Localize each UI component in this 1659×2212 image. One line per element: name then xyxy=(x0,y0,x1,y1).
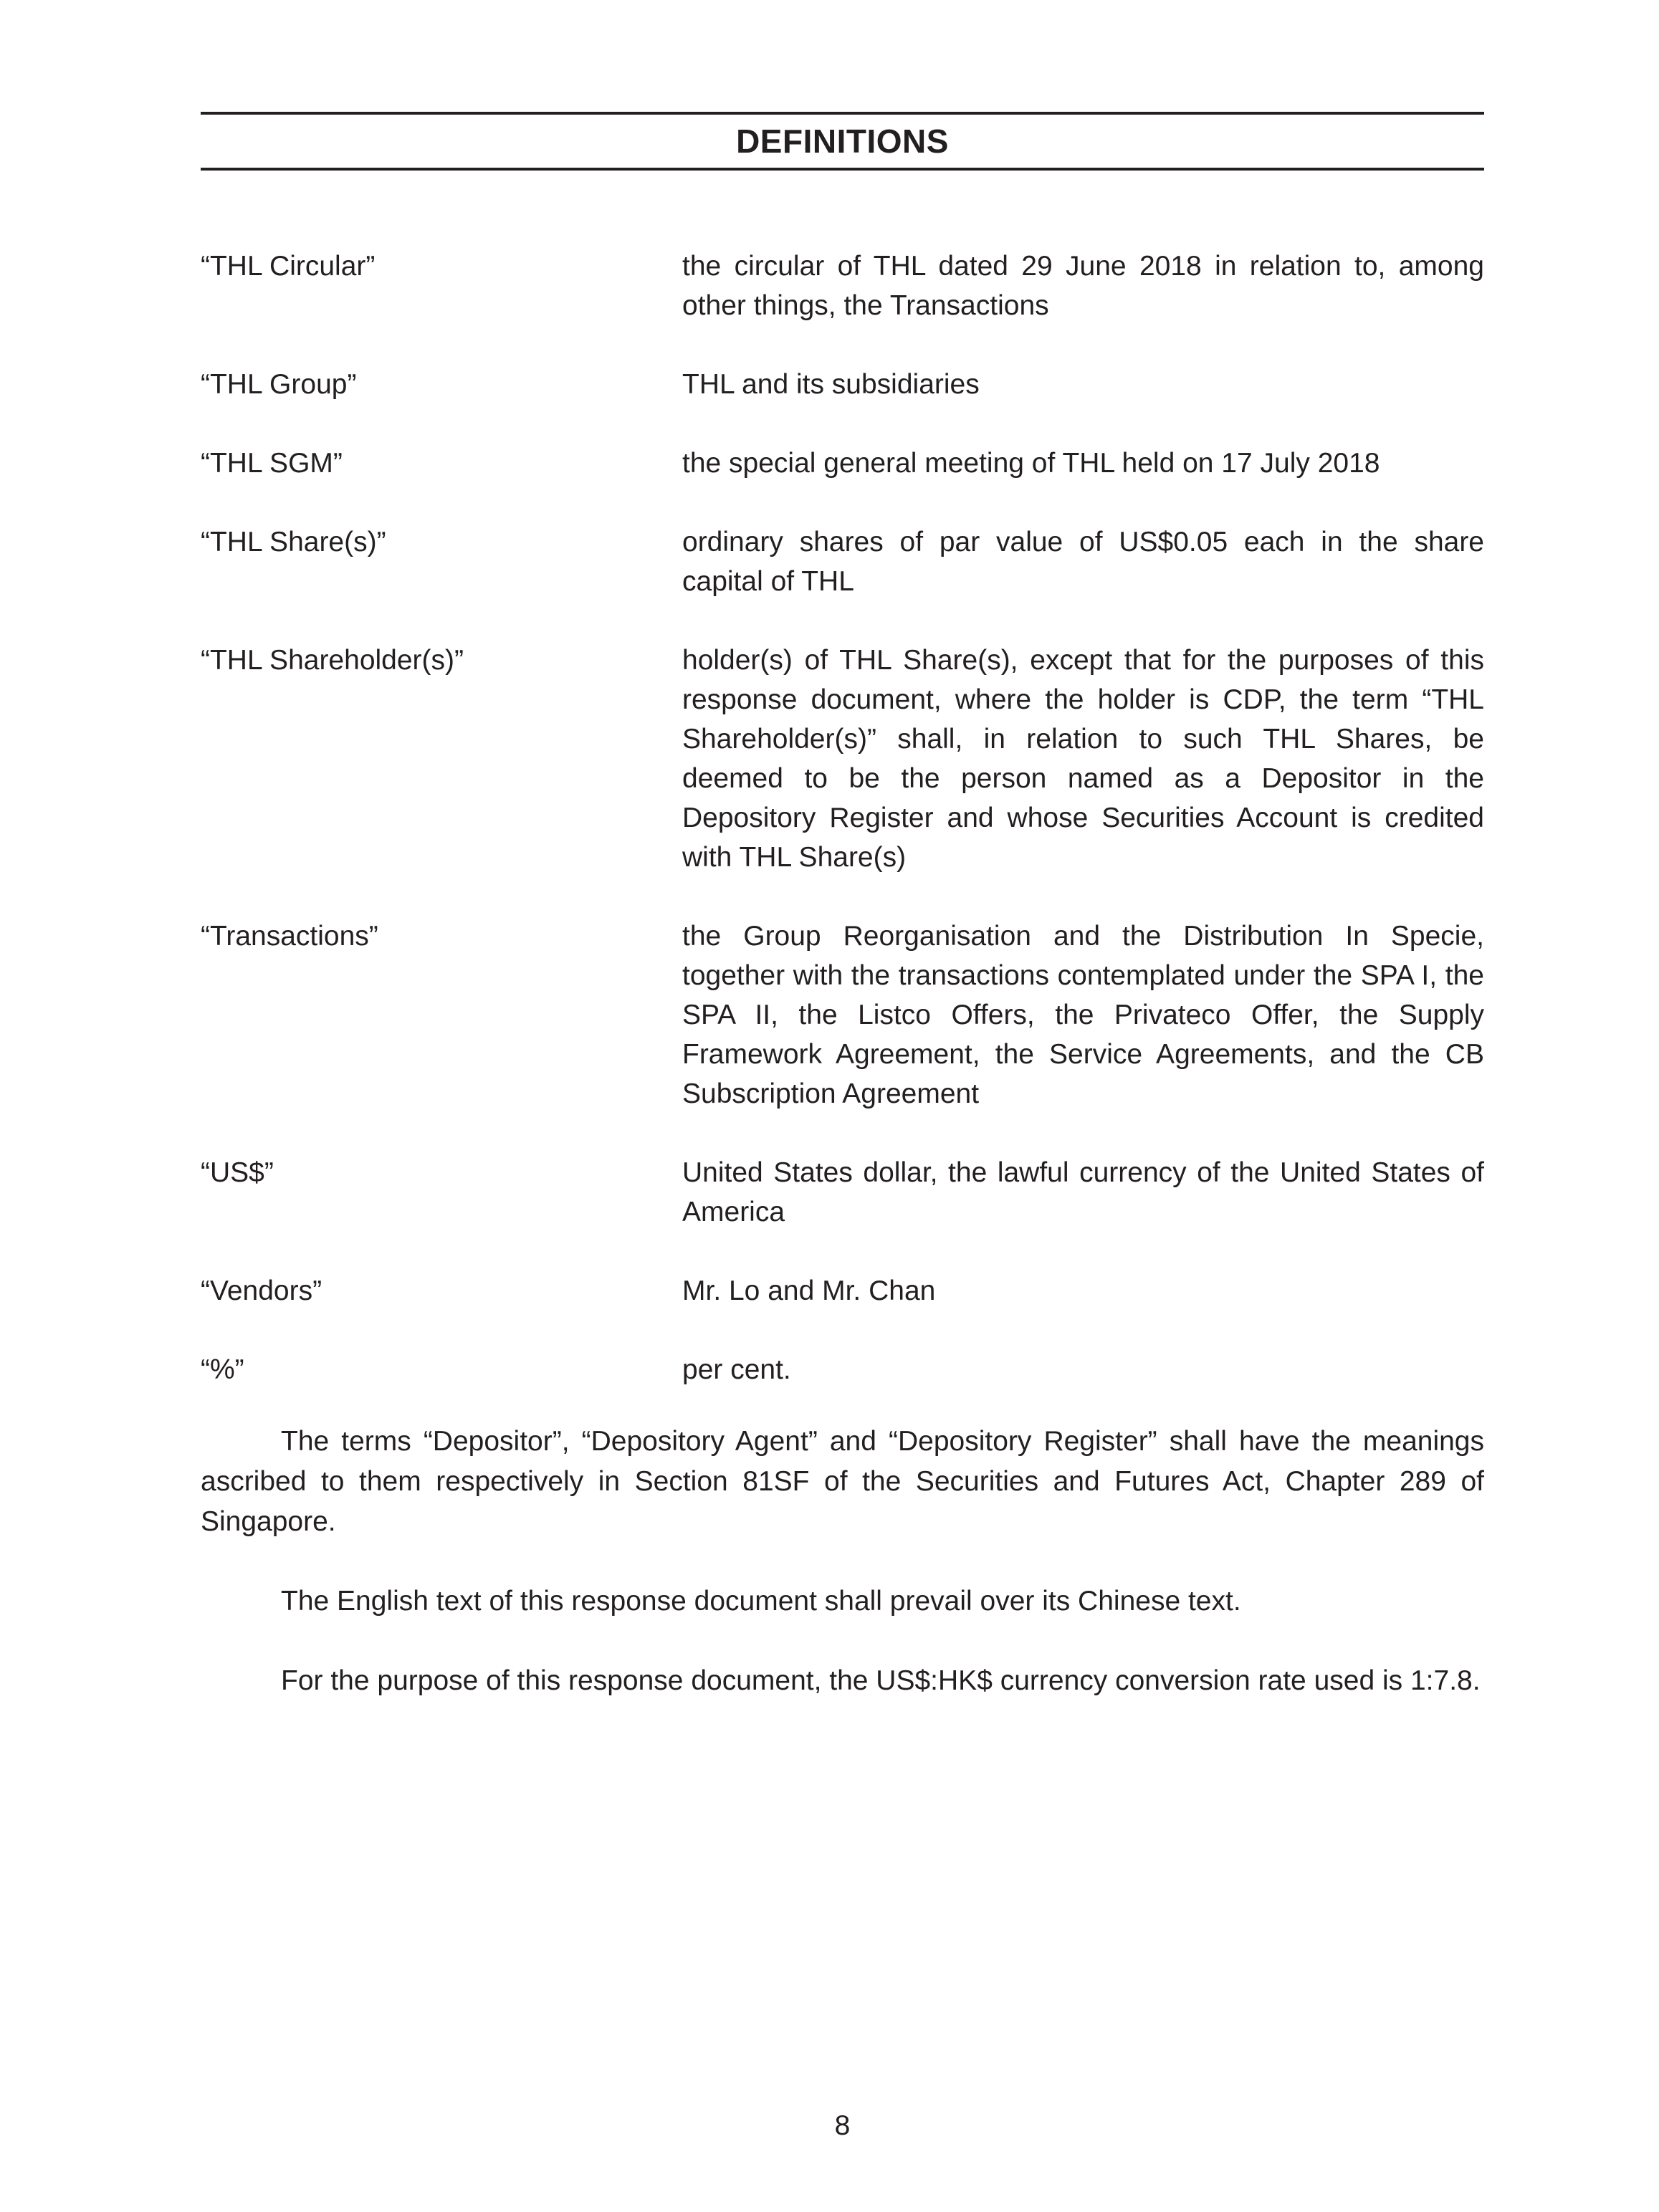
definition-row xyxy=(201,365,1484,404)
definition-term: “THL Group” xyxy=(201,369,357,400)
definition-term: “US$” xyxy=(201,1157,274,1188)
definition-row xyxy=(201,444,1484,483)
definition-row xyxy=(201,1153,1484,1232)
paragraph-language: The English text of this response document shall prevail over its Chinese text. xyxy=(281,1586,1241,1617)
definition-row xyxy=(201,1271,1484,1311)
definition-text: ordinary shares of par value of US$0.05 each in the share capital of THL xyxy=(682,527,1484,597)
definition-row xyxy=(201,916,1484,1114)
definition-row xyxy=(201,246,1484,325)
definition-term: “%” xyxy=(201,1354,244,1385)
definition-term: “THL SGM” xyxy=(201,448,343,479)
paragraph-conversion-rate: For the purpose of this response document, the US$:HK$ currency conversion rate used is 1:7.8. xyxy=(281,1665,1481,1696)
paragraph-depositor-terms: The terms “Depositor”, “Depository Agent” and “Depository Register” shall have the meanings ascribed to them respectively in Section 81SF of the Securities and Futures Act, Chapter 289 of Singapore. xyxy=(201,1426,1484,1537)
definition-row xyxy=(201,522,1484,601)
definition-text: THL and its subsidiaries xyxy=(682,369,980,400)
definition-term: “Vendors” xyxy=(201,1275,322,1306)
definition-text: the special general meeting of THL held on 17 July 2018 xyxy=(682,448,1380,479)
page-title: DEFINITIONS xyxy=(736,123,949,160)
definition-term: “THL Shareholder(s)” xyxy=(201,645,464,676)
definition-row xyxy=(201,641,1484,877)
definition-term: “THL Circular” xyxy=(201,251,376,282)
definition-text: the circular of THL dated 29 June 2018 in relation to, among other things, the Transactions xyxy=(682,251,1484,321)
definitions-list xyxy=(201,246,1484,1429)
page-number: 8 xyxy=(834,2110,851,2141)
definition-text: per cent. xyxy=(682,1354,791,1385)
definition-term: “Transactions” xyxy=(201,921,378,952)
definition-text: the Group Reorganisation and the Distribution In Specie, together with the transactions contemplated under the SPA I, the SPA II, the Listco Offers, the Privateco Offer, the Supply Framework Agreement, the Service Agreements, and the CB Subscription Agreement xyxy=(682,921,1484,1109)
definition-term: “THL Share(s)” xyxy=(201,527,386,557)
definition-text: holder(s) of THL Share(s), except that for the purposes of this response document, where the holder is CDP, the term “THL Shareholder(s)” shall, in relation to such THL Shares, be deemed to be the person named as a Depositor in the Depository Register and whose Securities Account is credited with THL Share(s) xyxy=(682,645,1484,873)
page-header xyxy=(201,112,1484,171)
document-page xyxy=(201,0,1484,2212)
definition-text: United States dollar, the lawful currency of the United States of America xyxy=(682,1157,1484,1227)
definition-row xyxy=(201,1350,1484,1389)
definition-text: Mr. Lo and Mr. Chan xyxy=(682,1275,936,1306)
